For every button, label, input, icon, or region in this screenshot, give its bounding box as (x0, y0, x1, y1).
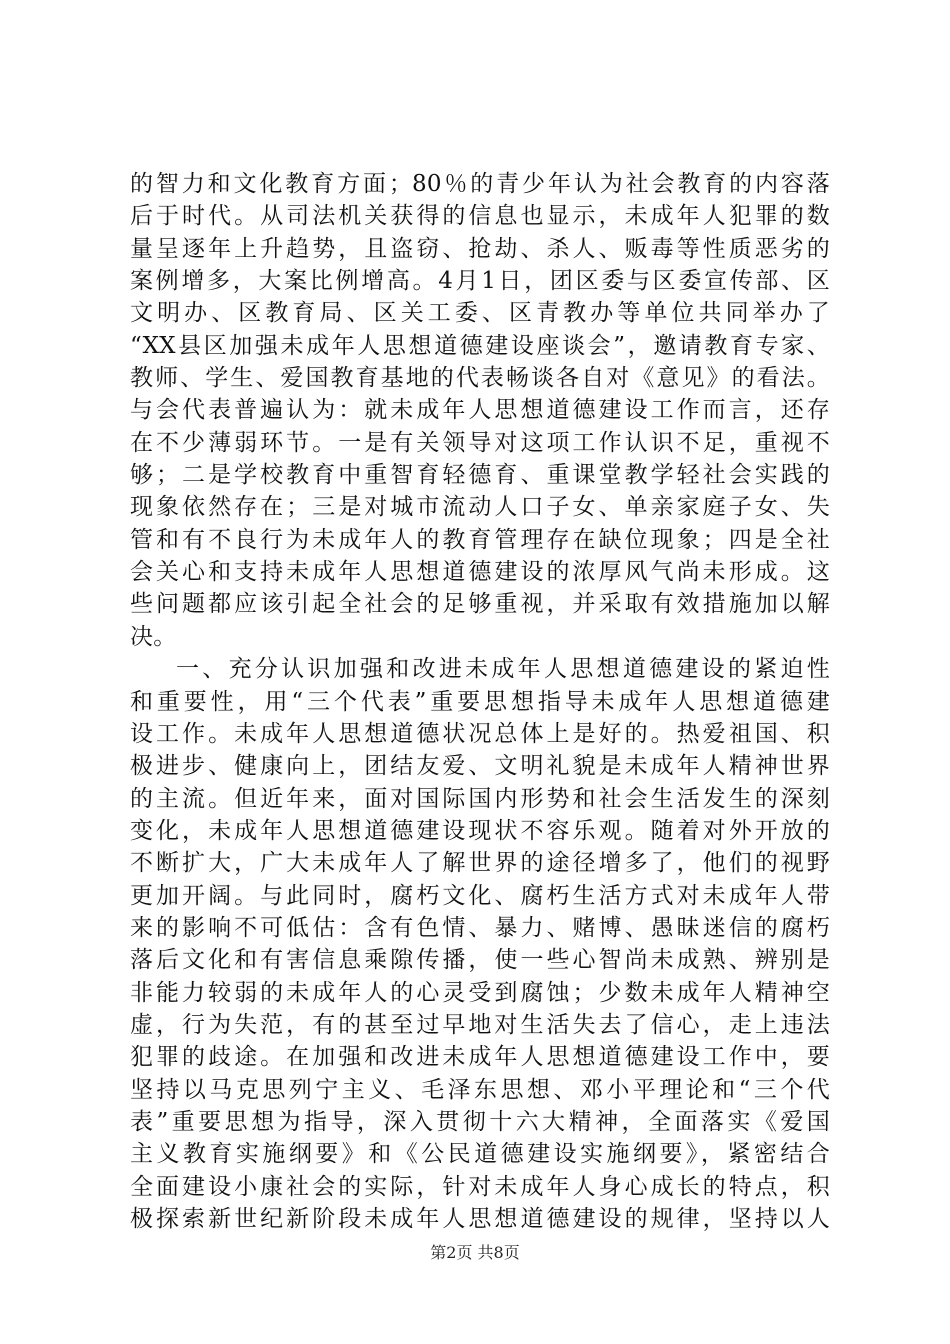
text-line: 坚持以马克思列宁主义、毛泽东思想、邓小平理论和“三个代 (130, 1076, 830, 1103)
text-line: 落后文化和有害信息乘隙传播，使一些心智尚未成熟、辨别是 (130, 947, 830, 974)
text-line: 更加开阔。与此同时，腐朽文化、腐朽生活方式对未成年人带 (130, 882, 830, 909)
text-line: 些问题都应该引起全社会的足够重视，并采取有效措施加以解 (130, 591, 830, 618)
text-line: 案例增多，大案比例增高。4月1日，团区委与区委宣传部、区 (130, 268, 830, 295)
text-line: 量呈逐年上升趋势，且盗窃、抢劫、杀人、贩毒等性质恶劣的 (130, 235, 830, 262)
text-line: 够；二是学校教育中重智育轻德育、重课堂教学轻社会实践的 (130, 462, 830, 489)
body-text (130, 168, 830, 1235)
text-line: 文明办、区教育局、区关工委、区青教办等单位共同举办了 (130, 300, 830, 327)
text-line: 变化，未成年人思想道德建设现状不容乐观。随着对外开放的 (130, 817, 830, 844)
text-line: 表”重要思想为指导，深入贯彻十六大精神，全面落实《爱国 (130, 1108, 830, 1135)
text-line: “XX县区加强未成年人思想道德建设座谈会”，邀请教育专家、 (130, 332, 830, 359)
text-line: 现象依然存在；三是对城市流动人口子女、单亲家庭子女、失 (130, 494, 830, 521)
text-line: 一、充分认识加强和改进未成年人思想道德建设的紧迫性 (176, 656, 830, 683)
text-line: 来的影响不可低估：含有色情、暴力、赌博、愚昧迷信的腐朽 (130, 914, 830, 941)
text-line: 不断扩大，广大未成年人了解世界的途径增多了，他们的视野 (130, 850, 830, 877)
text-line: 的智力和文化教育方面；80％的青少年认为社会教育的内容落 (130, 171, 830, 197)
text-line: 的主流。但近年来，面对国际国内形势和社会生活发生的深刻 (130, 785, 830, 812)
text-line: 在不少薄弱环节。一是有关领导对这项工作认识不足，重视不 (130, 429, 830, 456)
text-line: 教师、学生、爱国教育基地的代表畅谈各自对《意见》的看法。 (130, 365, 830, 392)
text-line: 非能力较弱的未成年人的心灵受到腐蚀；少数未成年人精神空 (130, 979, 830, 1006)
text-line: 会关心和支持未成年人思想道德建设的浓厚风气尚未形成。这 (130, 559, 830, 586)
page-footer: 第2页 共8页 (430, 1243, 520, 1262)
text-line: 全面建设小康社会的实际，针对未成年人身心成长的特点，积 (130, 1173, 830, 1200)
text-line: 后于时代。从司法机关获得的信息也显示，未成年人犯罪的数 (130, 203, 830, 230)
text-line: 与会代表普遍认为：就未成年人思想道德建设工作而言，还存 (130, 397, 830, 424)
text-line: 极进步、健康向上，团结友爱、文明礼貌是未成年人精神世界 (130, 753, 830, 780)
text-line: 设工作。未成年人思想道德状况总体上是好的。热爱祖国、积 (130, 720, 830, 747)
text-line: 和重要性，用“三个代表”重要思想指导未成年人思想道德建 (130, 688, 830, 715)
text-line: 极探索新世纪新阶段未成年人思想道德建设的规律，坚持以人 (130, 1206, 830, 1232)
text-line: 主义教育实施纲要》和《公民道德建设实施纲要》，紧密结合 (130, 1141, 830, 1168)
text-line: 决。 (130, 623, 177, 650)
text-line: 管和有不良行为未成年人的教育管理存在缺位现象；四是全社 (130, 526, 830, 553)
text-line: 虚，行为失范，有的甚至过早地对生活失去了信心，走上违法 (130, 1011, 830, 1038)
text-line: 犯罪的歧途。在加强和改进未成年人思想道德建设工作中，要 (130, 1044, 830, 1071)
